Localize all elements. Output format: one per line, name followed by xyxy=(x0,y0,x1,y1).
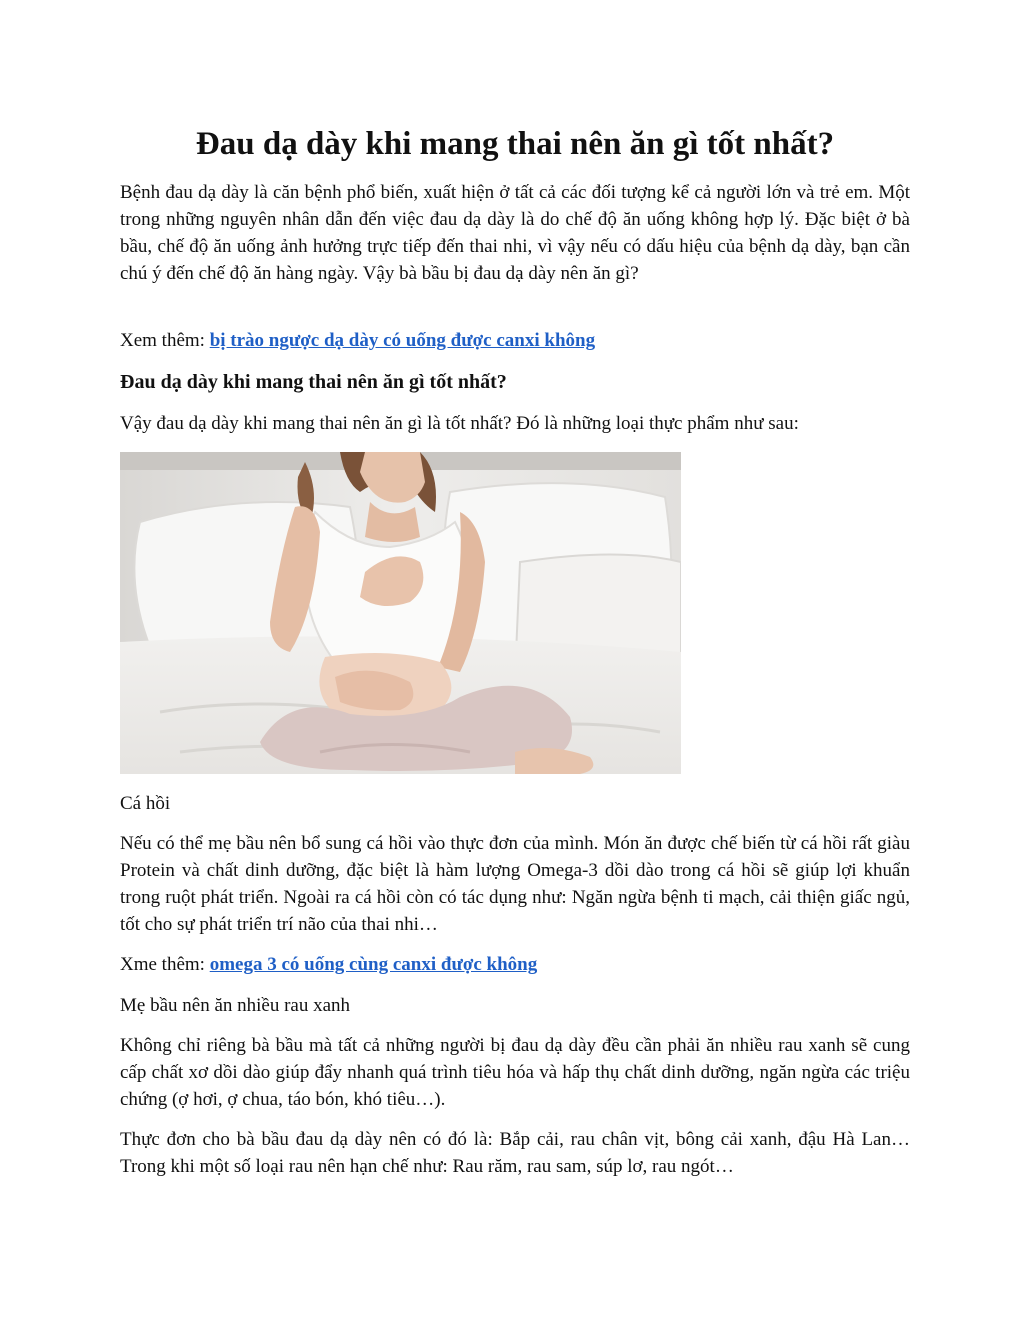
see-also-2-link[interactable]: omega 3 có uống cùng canxi được không xyxy=(209,954,538,975)
section-lead-paragraph: Vậy đau dạ dày khi mang thai nên ăn gì là tốt nhất? Đó là những loại thực phẩm như sau: xyxy=(120,413,799,434)
see-also-1-link[interactable]: bị trào ngược dạ dày có uống được canxi không xyxy=(209,330,596,351)
see-also-2 xyxy=(120,951,537,978)
subheading-vegetables: Mẹ bầu nên ăn nhiều rau xanh xyxy=(120,995,351,1016)
menu-paragraph: Thực đơn cho bà bầu đau dạ dày nên có đó là: Bắp cải, rau chân vịt, bông cải xanh, đậu Hà Lan…Trong khi một số loại rau nên hạn chế như: Rau răm, rau sam, súp lơ, rau ngót… xyxy=(120,1129,910,1177)
see-also-2-prefix: Xme thêm: xyxy=(120,954,210,975)
salmon-paragraph: Nếu có thể mẹ bầu nên bổ sung cá hồi vào thực đơn của mình. Món ăn được chế biến từ cá hồi rất giàu Protein và chất dinh dưỡng, đặc biệt là hàm lượng Omega-3 dồi dào trong cá hồi sẽ giúp lợi khuẩn trong ruột phát triển. Ngoài ra cá hồi còn có tác dụng như: Ngăn ngừa bệnh ti mạch, cải thiện giấc ngủ, tốt cho sự phát triển trí não của thai nhi… xyxy=(120,833,910,935)
section-heading: Đau dạ dày khi mang thai nên ăn gì tốt nhất? xyxy=(120,371,507,393)
intro-paragraph: Bệnh đau dạ dày là căn bệnh phổ biến, xuất hiện ở tất cả các đối tượng kể cả người lớn và trẻ em. Một trong những nguyên nhân dẫn đến việc đau dạ dày là do chế độ ăn uống không hợp lý. Đặc biệt ở bà bầu, chế độ ăn uống ảnh hưởng trực tiếp đến thai nhi, vì vậy nếu có dấu hiệu của bệnh dạ dày, bạn cần chú ý đến chế độ ăn hàng ngày. Vậy bà bầu bị đau dạ dày nên ăn gì? xyxy=(120,182,910,284)
page-title: Đau dạ dày khi mang thai nên ăn gì tốt nhất? xyxy=(195,126,835,162)
article-photo xyxy=(120,452,681,774)
subheading-salmon: Cá hồi xyxy=(120,793,171,814)
vegetable-paragraph: Không chỉ riêng bà bầu mà tất cả những người bị đau dạ dày đều cần phải ăn nhiều rau xanh sẽ cung cấp chất xơ dồi dào giúp đẩy nhanh quá trình tiêu hóa và hấp thụ chất dinh dưỡng, ngăn ngừa các triệu chứng (ợ hơi, ợ chua, táo bón, khó tiêu…). xyxy=(120,1035,910,1110)
pregnant-woman-photo xyxy=(120,452,681,774)
see-also-1 xyxy=(120,327,595,354)
see-also-1-prefix: Xem thêm: xyxy=(120,330,210,351)
